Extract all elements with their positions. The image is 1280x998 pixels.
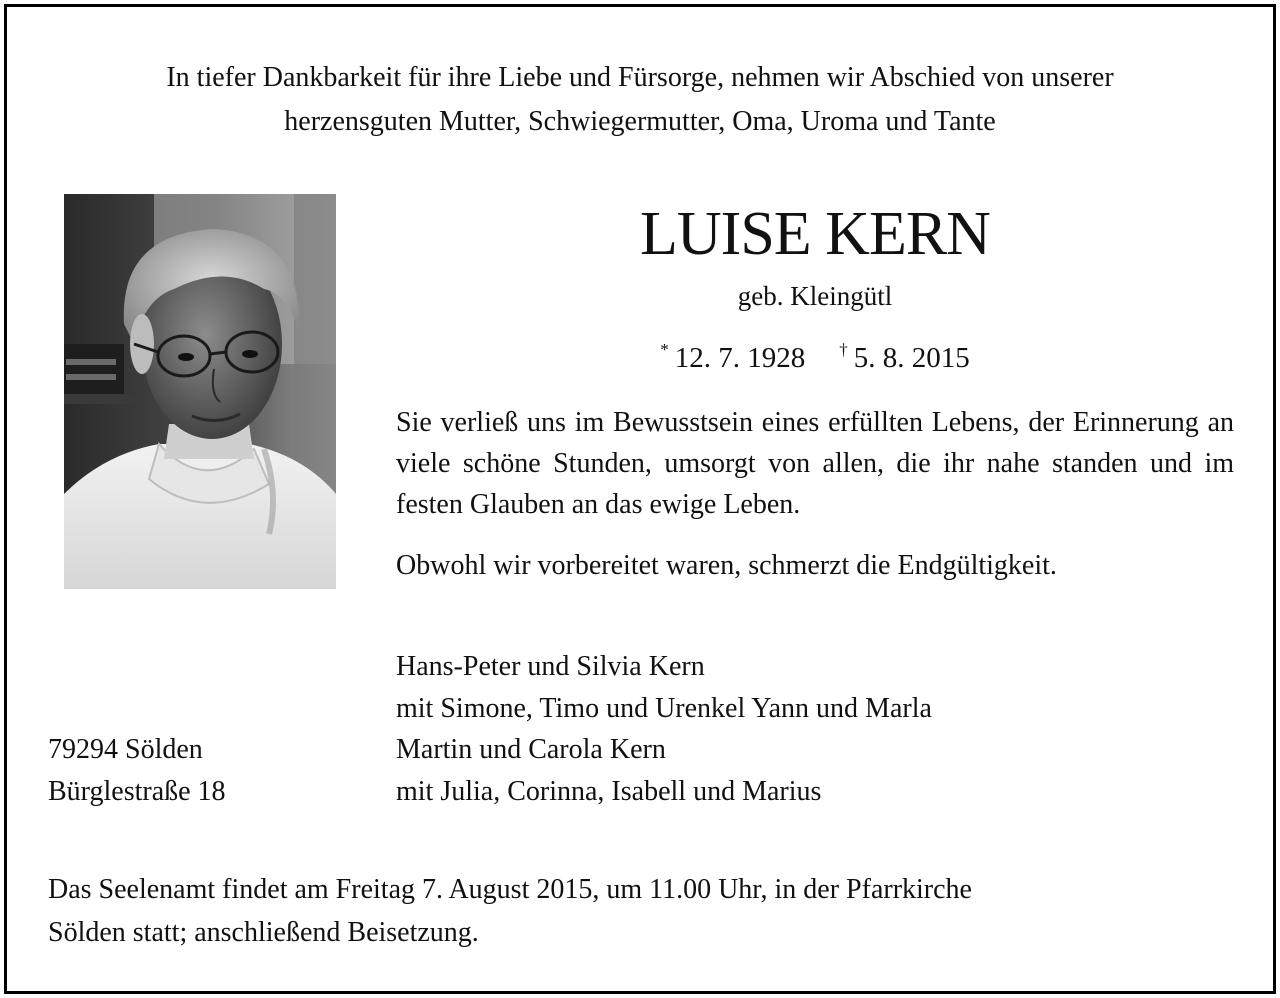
service-announcement	[48, 868, 1248, 954]
life-dates	[520, 330, 1110, 378]
memorial-paragraph-2: Obwohl wir vorbereitet waren, schmerzt die Endgültigkeit.	[396, 550, 1057, 581]
service-line-1: Das Seelenamt findet am Freitag 7. August 2015, um 11.00 Uhr, in der Pfarrkirche	[48, 874, 972, 905]
address-city: 79294 Sölden	[48, 734, 203, 765]
deceased-name: LUISE KERN	[640, 200, 990, 268]
birth-date: 12. 7. 1928	[674, 342, 806, 374]
portrait-photo	[64, 194, 336, 589]
family-line: Martin und Carola Kern	[396, 734, 666, 765]
death-cross-icon: †	[839, 340, 848, 359]
intro-text	[0, 56, 1280, 144]
death-date: 5. 8. 2015	[853, 342, 970, 374]
intro-line-2: herzensguten Mutter, Schwiegermutter, Oma, Uroma und Tante	[284, 106, 996, 137]
address	[48, 729, 368, 812]
birth-star-icon: *	[660, 340, 669, 359]
family-list	[396, 646, 1236, 812]
maiden-name: geb. Kleingütl	[737, 281, 893, 311]
memorial-paragraph-1: Sie verließ uns im Bewusstsein eines erfüllten Lebens, der Erinnerung an viele schöne Stunden, umsorgt von allen, die ihr nahe standen und im festen Glauben an das ewige Leben.	[396, 407, 1234, 520]
service-line-2: Sölden statt; anschließend Beisetzung.	[48, 917, 479, 948]
family-line: mit Julia, Corinna, Isabell und Marius	[396, 775, 822, 807]
intro-line-1: In tiefer Dankbarkeit für ihre Liebe und Fürsorge, nehmen wir Abschied von unserer	[166, 62, 1114, 93]
address-street: Bürglestraße 18	[48, 775, 226, 807]
family-line: Hans-Peter und Silvia Kern	[396, 651, 705, 682]
family-line: mit Simone, Timo und Urenkel Yann und Marla	[396, 692, 932, 724]
memorial-text	[396, 402, 1234, 586]
